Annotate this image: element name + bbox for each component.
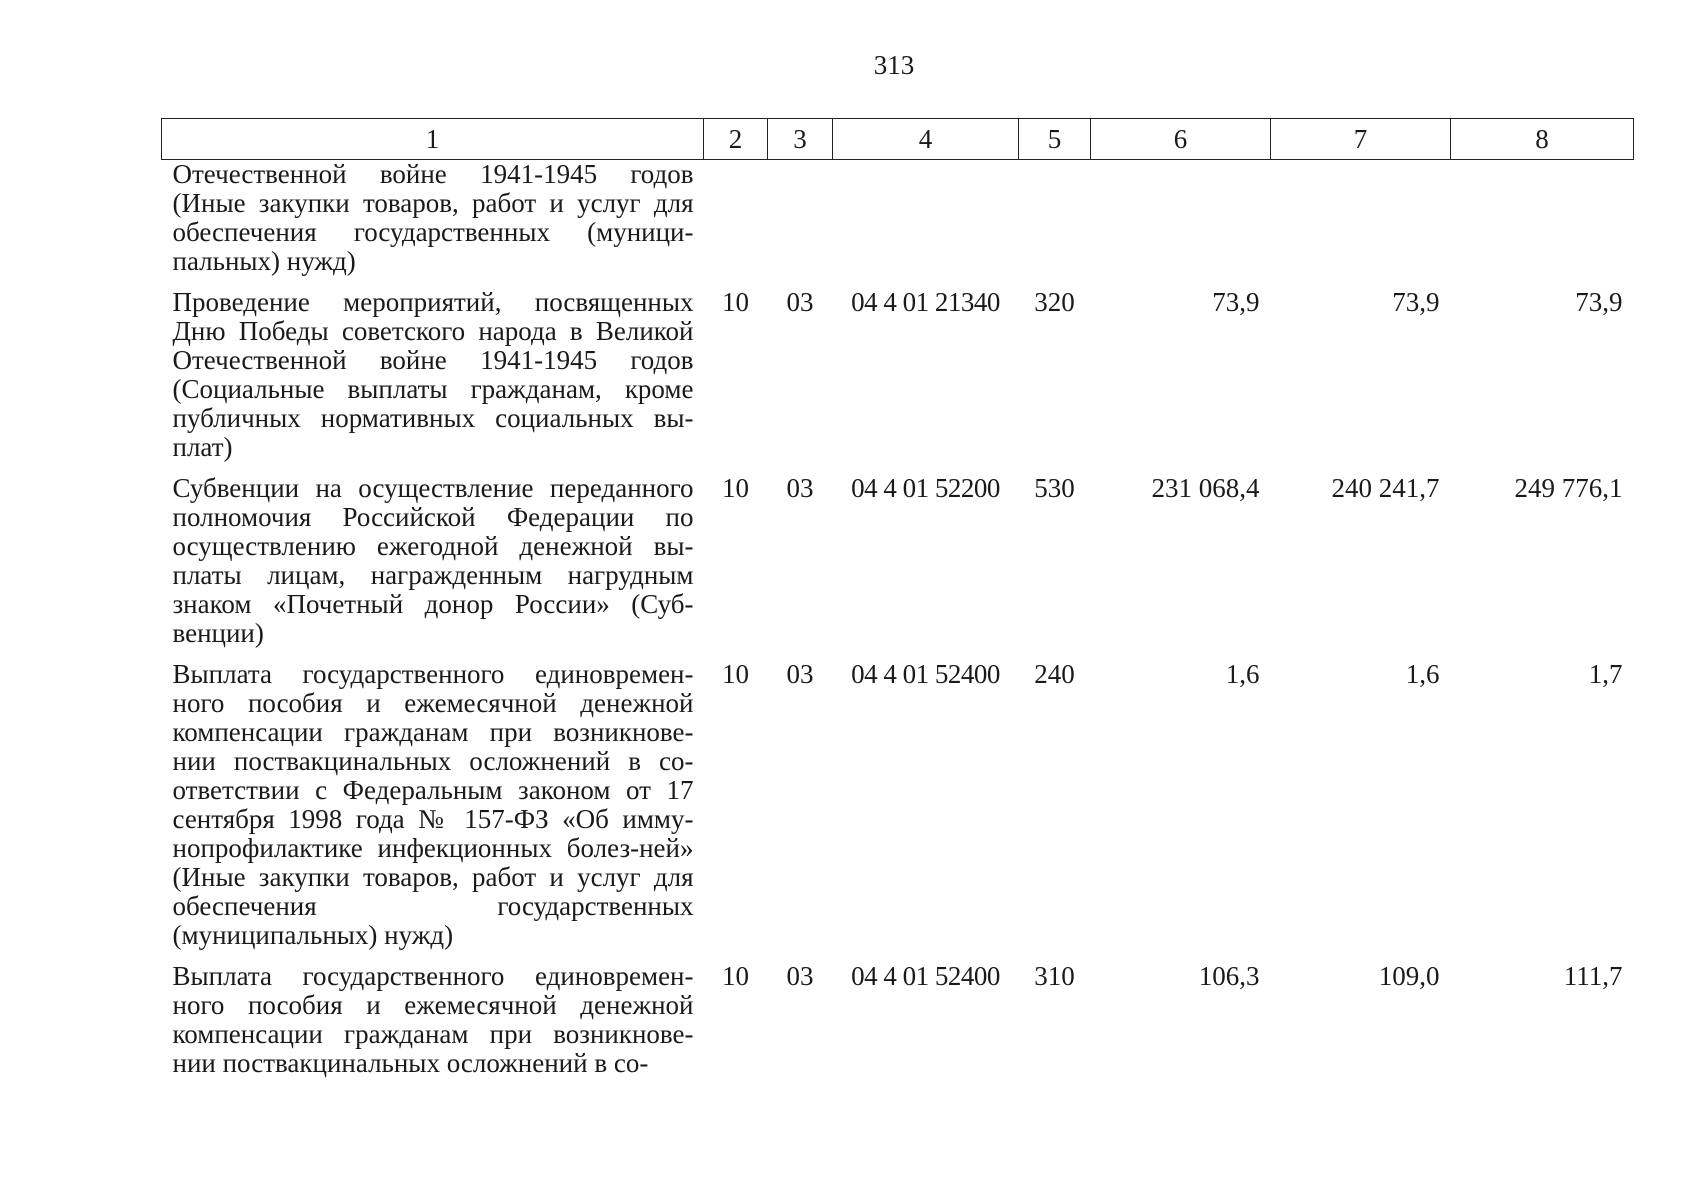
subsection-code: 03 xyxy=(786,473,814,503)
amount-col-6 xyxy=(1091,160,1271,287)
amount-col-8: 1,7 xyxy=(1588,659,1623,689)
expense-type-code: 530 xyxy=(1034,473,1075,503)
amount-col-7: 109,0 xyxy=(1378,961,1440,991)
expense-type-code: 320 xyxy=(1034,287,1075,317)
column-header: 1 xyxy=(162,119,704,160)
subsection-code xyxy=(768,160,833,287)
column-header: 2 xyxy=(704,119,768,160)
amount-col-7: 1,6 xyxy=(1405,659,1440,689)
subsection-code: 03 xyxy=(786,287,814,317)
column-header: 4 xyxy=(833,119,1019,160)
expense-type-code: 240 xyxy=(1034,659,1075,689)
section-code: 10 xyxy=(722,961,749,991)
amount-col-8 xyxy=(1451,160,1634,287)
row-description: Выплата государственного единовремен-ного пособия и ежемесячной денежной компенсации гражданам при возникнове-нии поствакцинальных осложнений в со- xyxy=(172,961,694,1078)
target-article-code: 04 4 01 52400 xyxy=(851,961,1000,991)
amount-col-6: 73,9 xyxy=(1212,287,1260,317)
target-article-code: 04 4 01 52400 xyxy=(851,659,1000,689)
table-row xyxy=(162,960,1634,1088)
amount-col-6: 106,3 xyxy=(1198,961,1260,991)
subsection-code: 03 xyxy=(786,659,814,689)
row-description: Отечественной войне 1941-1945 годов (Иные закупки товаров, работ и услуг для обеспечения государственных (муници-пальных) нужд) xyxy=(172,159,694,276)
table-row xyxy=(162,472,1634,658)
section-code: 10 xyxy=(722,287,749,317)
target-article-code xyxy=(833,160,1019,287)
section-code: 10 xyxy=(722,473,749,503)
amount-col-7: 240 241,7 xyxy=(1331,473,1440,503)
row-description: Субвенции на осуществление переданного полномочия Российской Федерации по осуществлению ежегодной денежной вы-платы лицам, награжденным нагрудным знаком «Почетный донор России» (Суб-венции) xyxy=(172,473,694,648)
amount-col-7 xyxy=(1271,160,1451,287)
amount-col-6: 1,6 xyxy=(1225,659,1260,689)
expense-type-code: 310 xyxy=(1034,961,1075,991)
row-description: Проведение мероприятий, посвященных Дню Победы советского народа в Великой Отечественной войне 1941-1945 годов (Социальные выплаты гражданам, кроме публичных нормативных социальных вы-плат) xyxy=(172,287,694,462)
budget-table xyxy=(161,118,1634,1088)
column-header: 3 xyxy=(768,119,833,160)
amount-col-8: 73,9 xyxy=(1575,287,1623,317)
target-article-code: 04 4 01 52200 xyxy=(851,473,1000,503)
column-header: 7 xyxy=(1271,119,1451,160)
table-row xyxy=(162,658,1634,960)
column-header: 6 xyxy=(1091,119,1271,160)
section-code: 10 xyxy=(722,659,749,689)
section-code xyxy=(704,160,768,287)
table-header xyxy=(162,119,1634,160)
page-number: 313 xyxy=(873,50,915,80)
amount-col-6: 231 068,4 xyxy=(1151,473,1260,503)
table-row xyxy=(162,160,1634,287)
table-row xyxy=(162,286,1634,472)
column-header: 5 xyxy=(1019,119,1091,160)
amount-col-7: 73,9 xyxy=(1392,287,1440,317)
expense-type-code xyxy=(1019,160,1091,287)
row-description: Выплата государственного единовремен-ного пособия и ежемесячной денежной компенсации гражданам при возникнове-нии поствакцинальных осложнений в со-ответствии с Федеральным законом от 17 сентября 1998 года № 157-ФЗ «Об имму-нопрофилактике инфекционных болез-ней» (Иные закупки товаров, работ и услуг для обеспечения государственных (муниципальных) нужд) xyxy=(172,659,694,950)
target-article-code: 04 4 01 21340 xyxy=(851,287,1000,317)
header-row xyxy=(162,119,1634,160)
table-body xyxy=(162,160,1634,1089)
subsection-code: 03 xyxy=(786,961,814,991)
column-header: 8 xyxy=(1451,119,1634,160)
amount-col-8: 111,7 xyxy=(1563,961,1623,991)
amount-col-8: 249 776,1 xyxy=(1514,473,1623,503)
